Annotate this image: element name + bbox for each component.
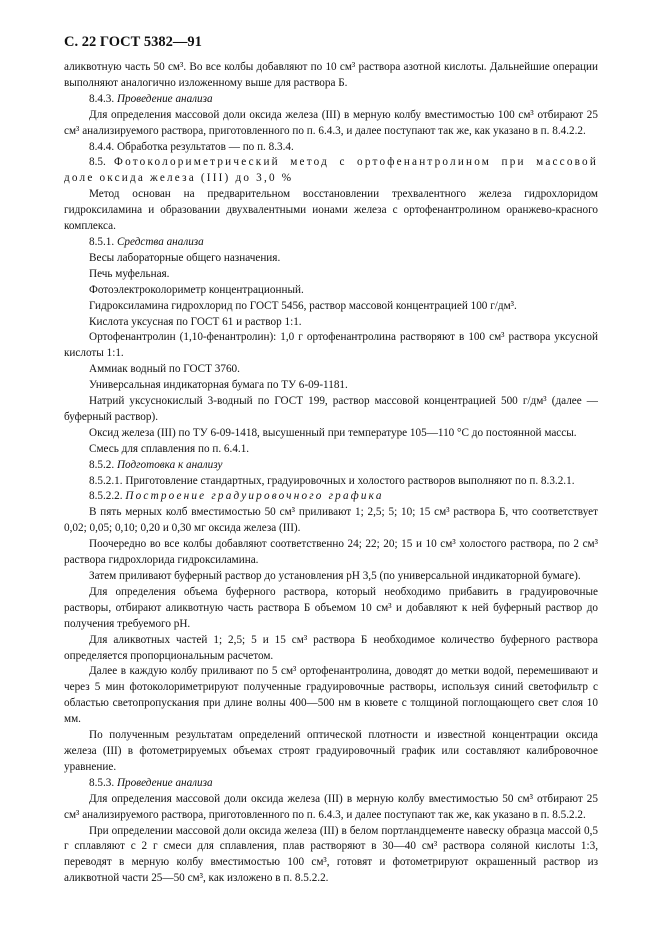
- section-number: 8.5.1.: [89, 235, 115, 248]
- page-header: С. 22 ГОСТ 5382—91: [64, 34, 202, 50]
- paragraph: 8.4.4. Обработка результатов — по п. 8.3.4.: [89, 140, 294, 153]
- section-title: Подготовка к анализу: [116, 458, 223, 471]
- paragraph: Кислота уксусная по ГОСТ 61 и раствор 1:1.: [89, 315, 302, 328]
- paragraph: Оксид железа (III) по ТУ 6-09-1418, высушенный при температуре 105—110 °С до постоянной массы.: [89, 426, 577, 439]
- paragraph: Фотоэлектроколориметр концентрационный.: [89, 283, 304, 296]
- section-number: 8.5.: [89, 156, 106, 169]
- paragraph: Ортофенантролин (1,10-фенантролин): 1,0 г ортофенантролина растворяют в 100 см³ раствора уксусной кислоты 1:1.: [64, 331, 598, 360]
- section-title: Проведение анализа: [116, 776, 213, 789]
- section-heading: [64, 235, 598, 251]
- paragraph: 8.5.2.1. Приготовление стандартных, градуировочных и холостого растворов выполняют по п. 8.3.2.1.: [89, 474, 575, 487]
- section-title: Проведение анализа: [116, 92, 213, 105]
- section-number: 8.5.2.2.: [89, 490, 123, 503]
- section-title: Средства анализа: [116, 235, 204, 248]
- paragraph: Поочередно во все колбы добавляют соответственно 24; 22; 20; 15 и 10 см³ холостого раствора, по 2 см³ раствора гидрохлорида гидроксиламина.: [64, 538, 598, 567]
- section-heading: [64, 489, 598, 505]
- section-number: 8.5.2.: [89, 458, 115, 471]
- paragraph: Универсальная индикаторная бумага по ТУ 6-09-1181.: [89, 379, 348, 392]
- document-body: [64, 60, 598, 887]
- section-number: 8.4.3.: [89, 92, 115, 105]
- section-title: Построение градуировочного графика: [125, 490, 384, 503]
- paragraph: Натрий уксуснокислый 3-водный по ГОСТ 199, раствор массовой концентрацией 500 г/дм³ (далее — буферный раствор).: [64, 395, 598, 423]
- paragraph: В пять мерных колб вместимостью 50 см³ приливают 1; 2,5; 5; 10; 15 см³ раствора Б, что соответствует 0,02; 0,05; 0,10; 0,20 и 0,30 мг оксида железа (III).: [64, 506, 598, 535]
- paragraph: Гидроксиламина гидрохлорид по ГОСТ 5456, раствор массовой концентрацией 100 г/дм³.: [89, 299, 517, 312]
- section-heading: [64, 458, 598, 474]
- paragraph: Затем приливают буферный раствор до установления рН 3,5 (по универсальной индикаторной бумаге).: [89, 570, 581, 582]
- paragraph: Аммиак водный по ГОСТ 3760.: [89, 363, 240, 376]
- section-heading: [64, 92, 598, 108]
- section-heading: [64, 776, 598, 792]
- paragraph: Для определения объема буферного раствора, который необходимо прибавить в градуировочные растворы, отбирают аликвотную часть раствора Б объемом 10 см³ и добавляют к ней буферный раствор до получения требуемого рН.: [64, 585, 598, 630]
- paragraph: По полученным результатам определений оптической плотности и известной концентрации оксида железа (III) в фотометрируемых объемах строят градуировочный график или составляют калибровочное уравнение.: [64, 729, 598, 773]
- paragraph: Весы лабораторные общего назначения.: [89, 251, 281, 264]
- section-number: 8.5.3.: [89, 776, 115, 789]
- paragraph: Далее в каждую колбу приливают по 5 см³ ортофенантролина, доводят до метки водой, перемешивают и через 5 мин фотоколориметрируют полученные градуировочные растворы, используя синий светофильтр с областью светопропускания при длине волны 400—500 нм в кювете с толщиной поглощающего свет слоя 10 мм.: [64, 665, 598, 726]
- paragraph: Для определения массовой доли оксида железа (III) в мерную колбу вместимостью 50 см³ отбирают 25 см³ анализируемого раствора, приготовленного по п. 6.4.3, и далее поступают так же, как указано в п. 8.5.2.2.: [64, 792, 598, 821]
- paragraph: Для аликвотных частей 1; 2,5; 5 и 15 см³ раствора Б необходимое количество буферного раствора определяется пропорциональным расчетом.: [64, 633, 598, 662]
- paragraph: Метод основан на предварительном восстановлении трехвалентного железа гидрохлоридом гидроксиламина и образовании двухвалентными ионами железа с ортофенантролином оранжево-красного комплекса.: [64, 188, 598, 233]
- paragraph: Печь муфельная.: [89, 267, 170, 280]
- paragraph: Для определения массовой доли оксида железа (III) в мерную колбу вместимостью 100 см³ отбирают 25 см³ анализируемого раствора, приготовленного по п. 6.4.3, и далее поступают так же, как указано в п. 8.4.2.2.: [64, 108, 598, 137]
- paragraph: При определении массовой доли оксида железа (III) в белом портландцементе навеску образца массой 0,5 г сплавляют с 2 г смеси для сплавления, плав растворяют в 30—40 см³ раствора соляной кислоты 1:3, переводят в мерную колбу вместимостью 100 см³, готовят и фотометрируют окрашенный раствор из аликвотной части 25—50 см³, как изложено в п. 8.5.2.2.: [64, 824, 598, 885]
- section-heading: [64, 155, 598, 187]
- paragraph-continuation: аликвотную часть 50 см³. Во все колбы добавляют по 10 см³ раствора азотной кислоты. Дальнейшие операции выполняют аналогично изложенному выше для раствора Б.: [64, 61, 598, 89]
- paragraph: Смесь для сплавления по п. 6.4.1.: [89, 442, 250, 455]
- section-title: Фотоколориметрический метод с ортофенантролином при массовой доле оксида железа (III) до 3,0 %: [64, 156, 599, 185]
